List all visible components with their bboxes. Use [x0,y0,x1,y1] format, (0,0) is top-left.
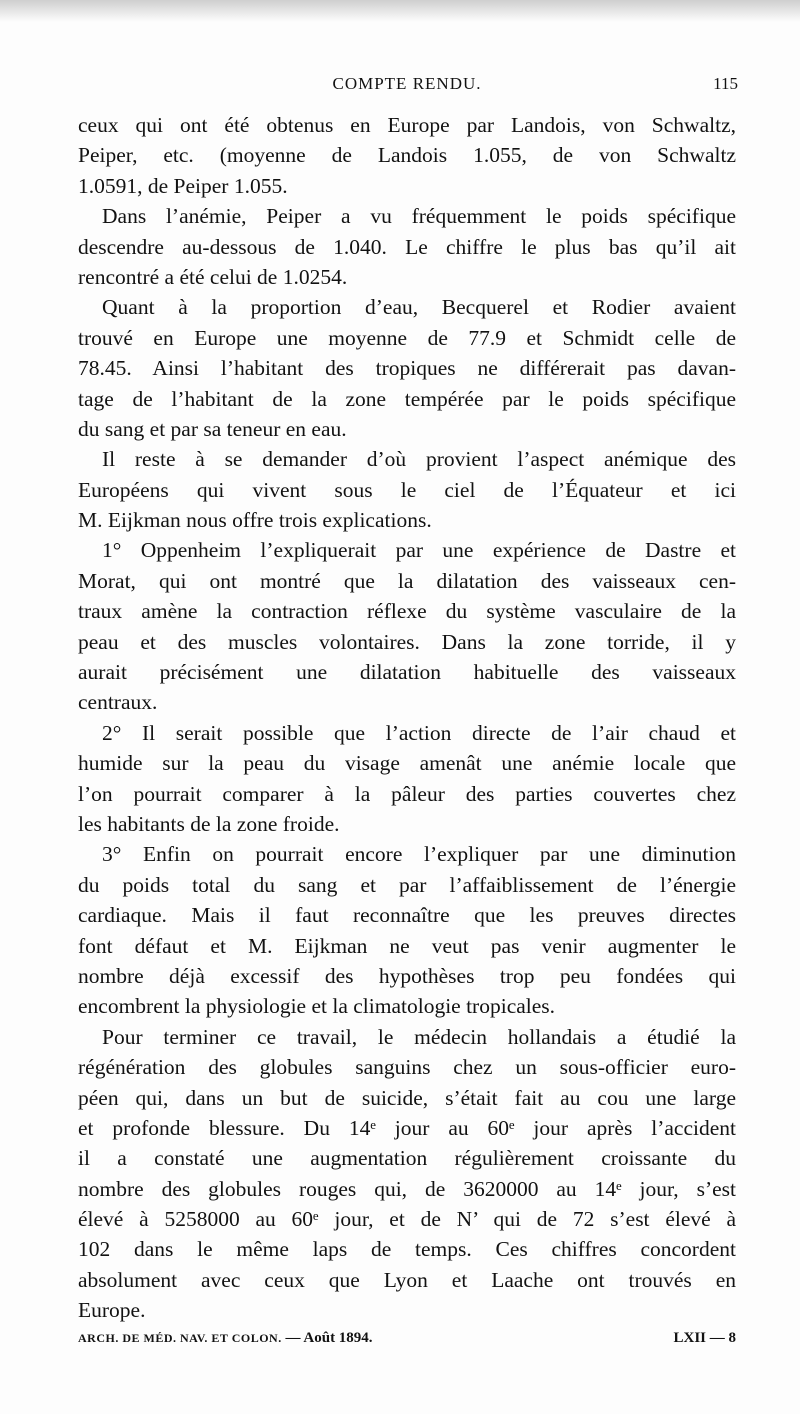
text-line: peau et des muscles volontaires. Dans la zone torride, il y [78,629,736,654]
running-header [78,74,736,104]
text-line: régénération des globules sanguins chez un sous-officier euro- [78,1055,736,1080]
text-line: du poids total du sang et par l’affaiblissement de l’énergie [78,872,736,897]
text-line: nombre déjà excessif des hypothèses trop peu fondées qui [78,963,736,988]
footer-separator: — [285,1330,301,1346]
text-line: 78.45. Ainsi l’habitant des tropiques ne différerait pas davan- [78,356,736,381]
text-line: Pour terminer ce travail, le médecin hollandais a étudié la [102,1024,736,1049]
text-line: l’on pourrait comparer à la pâleur des parties couvertes chez [78,781,736,806]
text-line: 3° Enfin on pourrait encore l’expliquer par une diminution [102,842,736,867]
text-line: Europe. [78,1298,146,1323]
text-line: cardiaque. Mais il faut reconnaître que les preuves directes [78,903,736,928]
volume-signature: LXII — 8 [673,1330,736,1346]
text-line: absolument avec ceux que Lyon et Laache ont trouvés en [78,1267,736,1292]
text-line: centraux. [78,690,158,715]
text-line: M. Eijkman nous offre trois explications. [78,508,432,533]
text-line: aurait précisément une dilatation habituelle des vaisseaux [78,660,736,685]
text-line: nombre des globules rouges qui, de 3620000 au 14ᵉ jour, s’est [78,1176,736,1201]
text-line: il a constaté une augmentation régulièrement croissante du [78,1146,736,1171]
text-line: rencontré a été celui de 1.0254. [78,264,348,289]
text-line: les habitants de la zone froide. [78,811,340,836]
issue-date: Août 1894. [303,1330,373,1346]
text-line: 2° Il serait possible que l’action directe de l’air chaud et [102,720,736,745]
text-line: 102 dans le même laps de temps. Ces chiffres concordent [78,1237,736,1262]
text-line: 1.0591, de Peiper 1.055. [78,173,288,198]
text-line: Morat, qui ont montré que la dilatation des vaisseaux cen- [78,568,736,593]
text-line: humide sur la peau du visage amenât une anémie locale que [78,751,736,776]
text-line: Peiper, etc. (moyenne de Landois 1.055, de von Schwaltz [78,143,736,168]
text-line: Dans l’anémie, Peiper a vu fréquemment le poids spécifique [102,204,736,229]
body-text [78,110,736,1326]
header-title: COMPTE RENDU. [332,74,482,93]
text-line: descendre au-dessous de 1.040. Le chiffre le plus bas qu’il ait [78,234,736,259]
text-line: ceux qui ont été obtenus en Europe par Landois, von Schwaltz, [78,113,736,137]
text-line: Il reste à se demander d’où provient l’aspect anémique des [102,447,736,472]
text-line: péen qui, dans un but de suicide, s’était fait au cou une large [78,1085,736,1110]
footer-journal [78,1330,373,1347]
text-line: du sang et par sa teneur en eau. [78,416,347,441]
text-line: Européens qui vivent sous le ciel de l’Équateur et ici [78,477,736,502]
text-line: trouvé en Europe une moyenne de 77.9 et Schmidt celle de [78,325,736,350]
page-number: 115 [713,74,738,93]
scan-shadow [0,0,800,22]
text-line: 1° Oppenheim l’expliquerait par une expérience de Dastre et [102,538,736,563]
text-line: encombrent la physiologie et la climatologie tropicales. [78,994,556,1019]
text-line: et profonde blessure. Du 14ᵉ jour au 60ᵉ jour après l’accident [78,1115,736,1140]
page-footer [78,1330,736,1356]
journal-name: ARCH. DE MÉD. NAV. ET COLON. [78,1331,282,1345]
text-line: Quant à la proportion d’eau, Becquerel et Rodier avaient [102,295,736,320]
text-line: tage de l’habitant de la zone tempérée par le poids spécifique [78,386,736,411]
text-line: élevé à 5258000 au 60ᵉ jour, et de N’ qui de 72 s’est élevé à [78,1207,736,1232]
text-line: font défaut et M. Eijkman ne veut pas venir augmenter le [78,933,736,958]
text-line: traux amène la contraction réflexe du système vasculaire de la [78,599,736,624]
